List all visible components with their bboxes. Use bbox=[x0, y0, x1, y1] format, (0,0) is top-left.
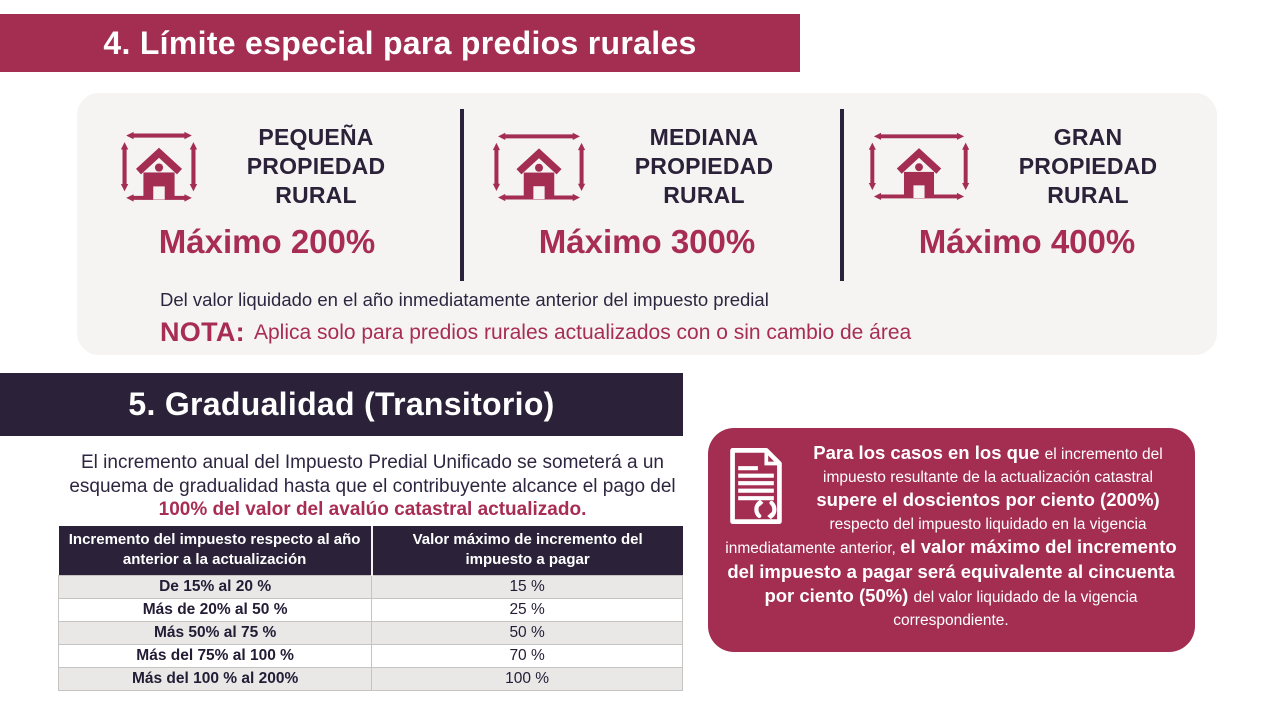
nota-line bbox=[160, 317, 911, 348]
intro-highlight: 100% del valor del avalúo catastral actualizado. bbox=[158, 499, 587, 521]
panel-subtitle: Del valor liquidado en el año inmediatamente anterior del impuesto predial bbox=[160, 289, 769, 310]
property-card-max: Máximo 300% bbox=[538, 222, 756, 260]
table-cell-range: Más del 75% al 100 % bbox=[59, 644, 372, 667]
property-card-title: PEQUEÑA PROPIEDAD RURAL bbox=[246, 124, 386, 209]
property-card-small bbox=[77, 93, 457, 285]
table-cell-value: 70 % bbox=[372, 644, 683, 667]
table-cell-range: Más de 20% al 50 % bbox=[59, 598, 372, 621]
house-measure-icon bbox=[866, 130, 972, 203]
table-row bbox=[59, 644, 683, 667]
property-card-large bbox=[837, 93, 1217, 285]
table-row bbox=[59, 621, 683, 644]
table-cell-range: De 15% al 20 % bbox=[59, 575, 372, 598]
house-measure-icon bbox=[490, 130, 588, 204]
table-header-row bbox=[59, 526, 683, 575]
nota-label: NOTA: bbox=[160, 317, 245, 347]
table-row bbox=[59, 667, 683, 690]
table-cell-range: Más 50% al 75 % bbox=[59, 621, 372, 644]
section4-banner bbox=[0, 14, 800, 72]
gradualidad-intro bbox=[45, 451, 700, 522]
note-segment: el valor máximo del incremento del impuesto a pagar será equivalente al cincuenta por ciento (50%) bbox=[727, 536, 1177, 606]
table-cell-value: 15 % bbox=[372, 575, 683, 598]
document-update-icon bbox=[726, 445, 786, 527]
note-box bbox=[708, 428, 1195, 652]
table-row bbox=[59, 575, 683, 598]
note-segment: Para los casos en los que bbox=[813, 442, 1045, 463]
property-card-max: Máximo 200% bbox=[158, 222, 376, 260]
table-header-max-value: Valor máximo de incremento del impuesto a pagar bbox=[372, 526, 683, 575]
table-row bbox=[59, 598, 683, 621]
note-segment: respecto del impuesto liquidado en la vigencia inmediatamente anterior, bbox=[725, 515, 1147, 557]
property-card-title: MEDIANA PROPIEDAD RURAL bbox=[634, 124, 774, 209]
property-card-max: Máximo 400% bbox=[918, 222, 1136, 260]
table-cell-value: 25 % bbox=[372, 598, 683, 621]
table-cell-range: Más del 100 % al 200% bbox=[59, 667, 372, 690]
table-cell-value: 100 % bbox=[372, 667, 683, 690]
note-box-text bbox=[724, 442, 1178, 632]
property-card-title: GRAN PROPIEDAD RURAL bbox=[1018, 124, 1158, 209]
table-header-increase: Incremento del impuesto respecto al año anterior a la actualización bbox=[59, 526, 372, 575]
nota-text: Aplica solo para predios rurales actualizados con o sin cambio de área bbox=[253, 320, 912, 344]
property-card-medium bbox=[457, 93, 837, 285]
table-cell-value: 50 % bbox=[372, 621, 683, 644]
rural-properties-panel bbox=[77, 93, 1217, 355]
column-divider bbox=[840, 109, 844, 281]
section5-title: 5. Gradualidad (Transitorio) bbox=[128, 386, 555, 422]
note-segment: el incremento del impuesto resultante de la actualización catastral bbox=[823, 446, 1163, 486]
gradualidad-table bbox=[58, 526, 683, 691]
note-segment: supere el doscientos por ciento (200%) bbox=[816, 489, 1160, 510]
section4-title: 4. Límite especial para predios rurales bbox=[103, 24, 697, 61]
house-measure-icon bbox=[118, 129, 200, 204]
note-segment: del valor liquidado de la vigencia correspondiente. bbox=[893, 589, 1138, 629]
column-divider bbox=[460, 109, 464, 281]
property-cards-row bbox=[77, 93, 1217, 285]
intro-text: El incremento anual del Impuesto Predial Unificado se someterá a un esquema de gradualidad hasta que el contribuyente alcance el pago del bbox=[69, 452, 676, 497]
section5-banner bbox=[0, 373, 683, 436]
